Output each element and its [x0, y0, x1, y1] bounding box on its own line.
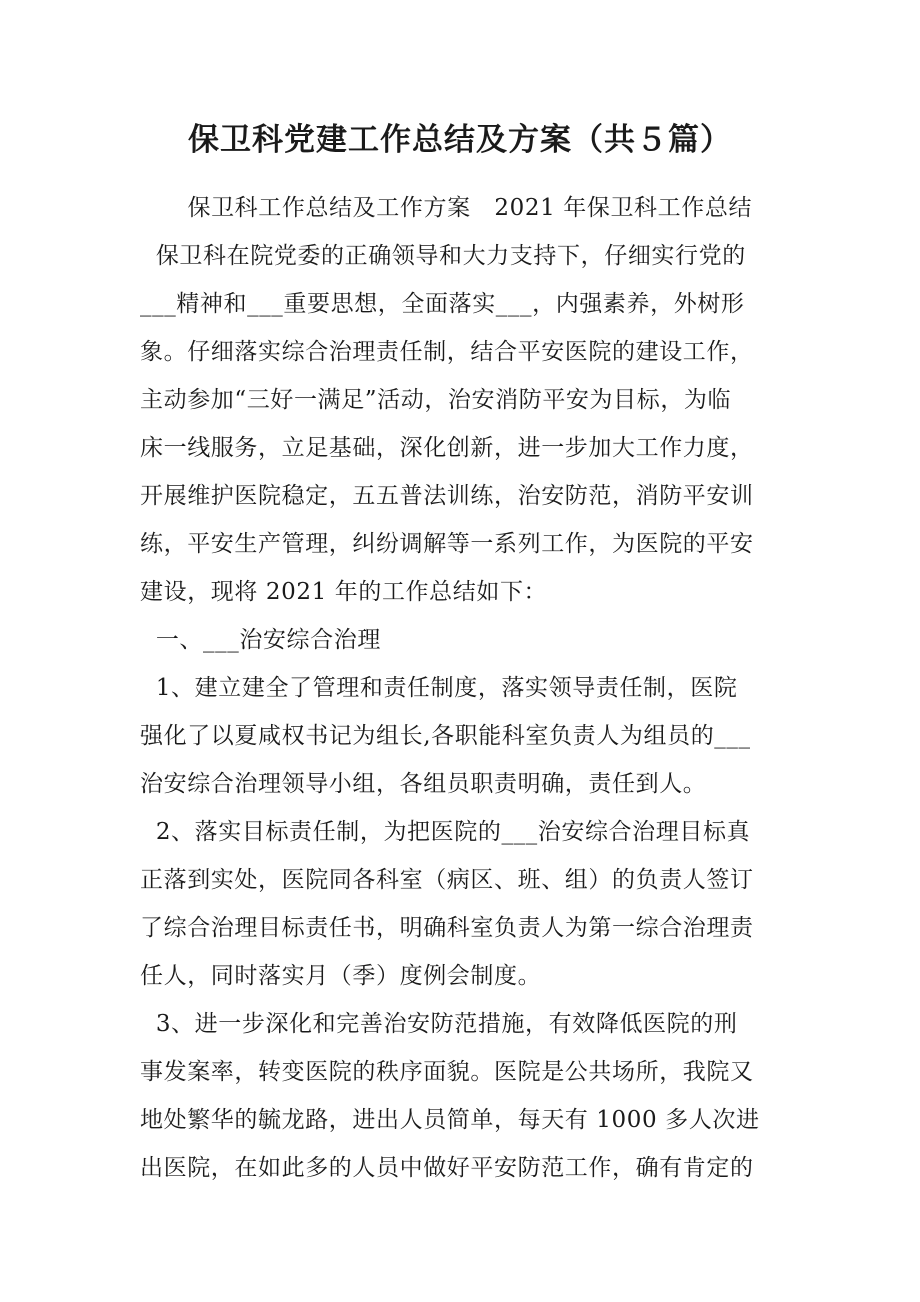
section-heading: 一、___治安综合治理 [140, 627, 381, 653]
paragraph-line: 任人，同时落实月（季）度例会制度。 [140, 963, 542, 989]
paragraph-line: 2、落实目标责任制，为把医院的___治安综合治理目标真 [140, 819, 751, 845]
paragraph-line: 强化了以夏咸权书记为组长,各职能科室负责人为组员的___ [140, 723, 751, 749]
paragraph-line: 主动参加“三好一满足”活动，治安消防平安为目标，为临 [140, 387, 732, 413]
paragraph-line: 1、建立建全了管理和责任制度，落实领导责任制，医院 [140, 675, 738, 701]
paragraph-line: 地处繁华的毓龙路，进出人员简单，每天有 1000 多人次进 [140, 1107, 760, 1133]
paragraph-line: 练，平安生产管理，纠纷调解等一系列工作，为医院的平安 [140, 531, 754, 557]
paragraph-line: 正落到实处，医院同各科室（病区、班、组）的负责人签订 [140, 867, 754, 893]
document-body [140, 184, 790, 1192]
paragraph-line: 床一线服务，立足基础，深化创新，进一步加大工作力度， [140, 435, 754, 461]
paragraph-line: 开展维护医院稳定，五五普法训练，治安防范，消防平安训 [140, 483, 754, 509]
paragraph-line: 保卫科工作总结及工作方案 2021 年保卫科工作总结 [140, 195, 753, 221]
paragraph-line: 出医院，在如此多的人员中做好平安防范工作，确有肯定的 [140, 1155, 754, 1181]
paragraph-line: 保卫科在院党委的正确领导和大力支持下，仔细实行党的 [140, 243, 746, 269]
paragraph-line: 3、进一步深化和完善治安防范措施，有效降低医院的刑 [140, 1011, 738, 1037]
paragraph-line: 治安综合治理领导小组，各组员职责明确，责任到人。 [140, 771, 707, 797]
paragraph-line: 事发案率，转变医院的秩序面貌。医院是公共场所，我院又 [140, 1059, 754, 1085]
paragraph-line: 了综合治理目标责任书，明确科室负责人为第一综合治理责 [140, 915, 754, 941]
paragraph-line: ___精神和___重要思想，全面落实___，内强素养，外树形 [140, 291, 745, 317]
paragraph-line: 象。仔细落实综合治理责任制，结合平安医院的建设工作， [140, 339, 754, 365]
document-title: 保卫科党建工作总结及方案（共５篇） [188, 122, 732, 158]
paragraph-line: 建设，现将 2021 年的工作总结如下： [140, 579, 548, 605]
